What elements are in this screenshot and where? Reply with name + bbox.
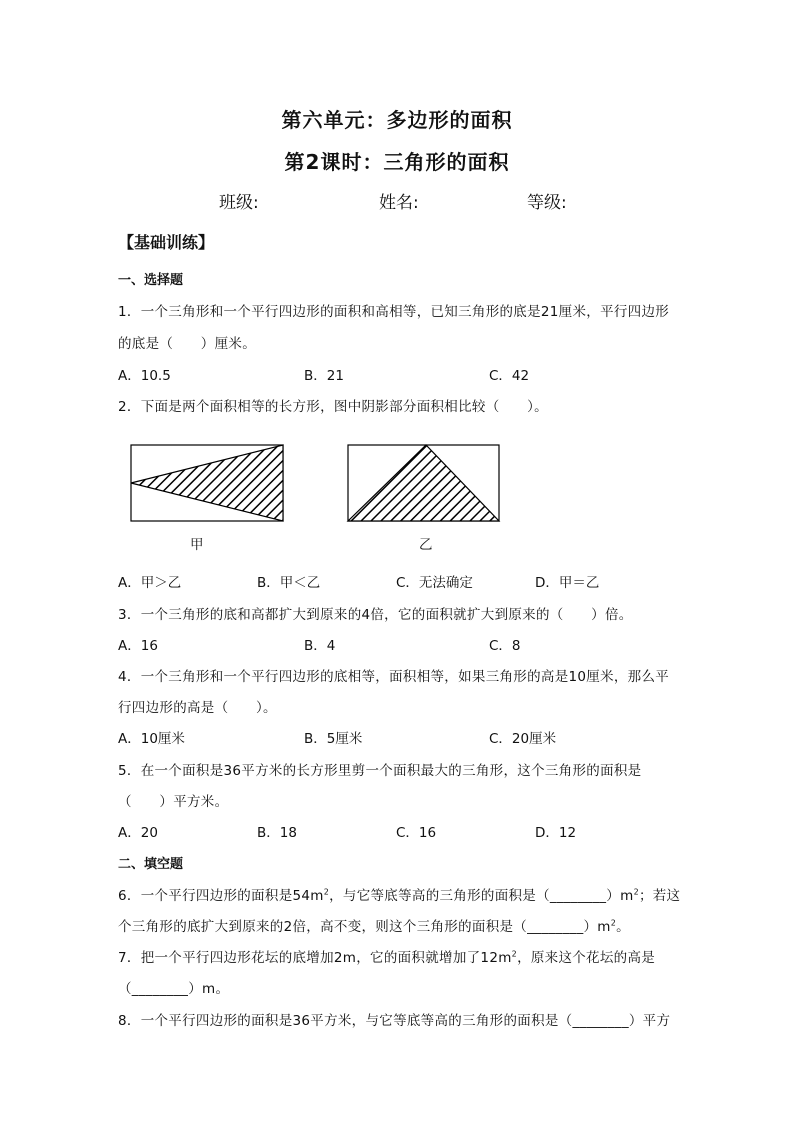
q7-line1: 7．把一个平行四边形花坛的底增加2m，它的面积就增加了$12m^2$，原来这个花坛的高是 [118,949,656,966]
class-label: 班级: [219,193,259,213]
q1-option-b: B．21 [304,368,344,384]
figure-label-jia: 甲 [190,537,204,553]
q1-option-a: A．10.5 [118,368,171,384]
q1-option-c: C．42 [489,368,530,384]
q6-line1: 6．一个平行四边形的面积是$54m^2$，与它等底等高的三角形的面积是$(\_\_\_\_\_\_\_\_)m^2$；若这 [118,887,681,904]
page-title: 第六单元：多边形的面积 [281,108,513,132]
q3-line1: 3．一个三角形的底和高都扩大到原来的4倍，它的面积就扩大到原来的（ ）倍。 [118,607,633,623]
q4-line1: 4．一个三角形和一个平行四边形的底相等，面积相等，如果三角形的高是10厘米，那么平 [118,669,670,685]
q8-line1: 8．一个平行四边形的面积是36平方米，与它等底等高的三角形的面积是（________）平方 [118,1013,671,1029]
q1-line2: 的底是（ ）厘米。 [118,336,256,352]
q2-option-a: A．甲＞乙 [118,575,182,591]
q2-option-b: B．甲＜乙 [257,575,321,591]
q2-line1: 2．下面是两个面积相等的长方形，图中阴影部分面积相比较（ ）。 [118,399,548,415]
q3-option-b: B．4 [304,638,336,654]
q1-line1: 1．一个三角形和一个平行四边形的面积和高相等，已知三角形的底是21厘米，平行四边形 [118,304,670,320]
q4-option-c: C．20厘米 [489,731,557,747]
name-label: 姓名: [379,193,419,213]
figure-label-yi: 乙 [419,537,433,553]
q2-option-c: C．无法确定 [396,575,473,591]
q7-line2: （________）m。 [118,981,230,997]
q3-option-c: C．8 [489,638,521,654]
q4-line2: 行四边形的高是（ ）。 [118,700,277,716]
part2-heading: 二、填空题 [118,857,184,872]
q5-option-d: D．12 [535,825,577,841]
q2-option-d: D．甲＝乙 [535,575,600,591]
q6-line2: 个三角形的底扩大到原来的2倍，高不变，则这个三角形的面积是$(\_\_\_\_\_\_\_\_)m^2$。 [118,918,630,935]
part1-heading: 一、选择题 [118,273,184,288]
q3-option-a: A．16 [118,638,158,654]
q5-line1: 5．在一个面积是36平方米的长方形里剪一个面积最大的三角形，这个三角形的面积是 [118,763,642,779]
section-label: 【基础训练】 [118,233,215,252]
q4-option-b: B．5厘米 [304,731,363,747]
q5-option-a: A．20 [118,825,158,841]
rectangle-yi [348,445,499,521]
rectangle-jia [131,445,283,521]
q5-line2: （ ）平方米。 [118,794,229,810]
q4-option-a: A．10厘米 [118,731,185,747]
q5-option-b: B．18 [257,825,297,841]
page-subtitle: 第2课时：三角形的面积 [284,150,510,174]
q2-figure [0,0,794,560]
grade-label: 等级: [527,193,567,213]
q5-option-c: C．16 [396,825,437,841]
